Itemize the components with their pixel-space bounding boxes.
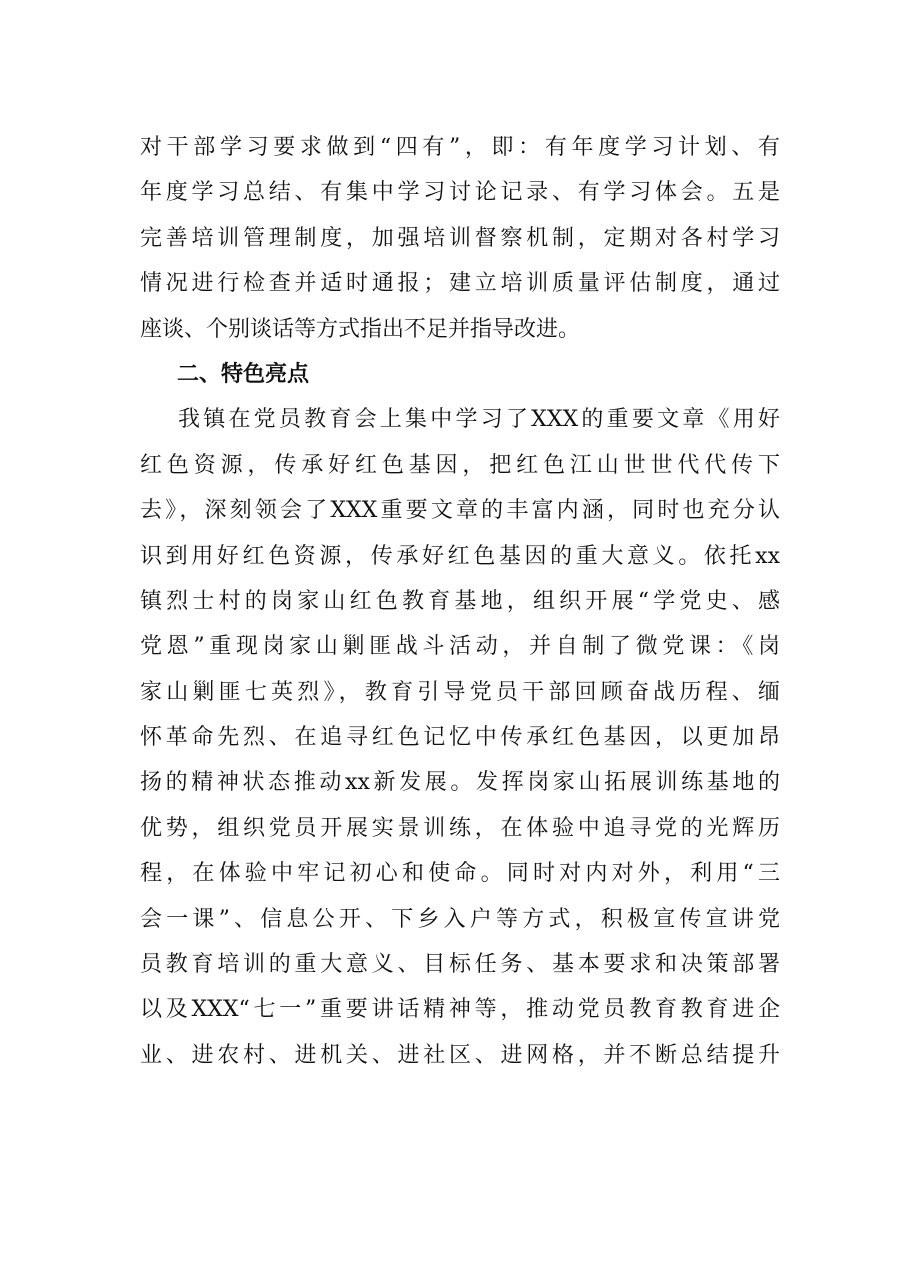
text-line: 员教育培训的重大意义、目标任务、基本要求和决策部署: [140, 952, 780, 978]
text-line: 怀革命先烈、在追寻红色记忆中传承红色基因，以更加昂: [140, 725, 780, 751]
text-line: 座谈、个别谈话等方式指出不足并指导改进。: [140, 316, 581, 342]
text-line: 完善培训管理制度，加强培训督察机制，定期对各村学习: [140, 225, 780, 251]
text-line: 党恩”重现岗家山剿匪战斗活动，并自制了微党课：《岗: [140, 634, 780, 660]
text-line: 我镇在党员教育会上集中学习了XXX的重要文章《用好: [178, 407, 780, 433]
text-line: 优势，组织党员开展实景训练，在体验中追寻党的光辉历: [140, 815, 780, 841]
text-line: 对干部学习要求做到“四有”，即：有年度学习计划、有: [140, 135, 780, 160]
text-line: 业、进农村、进机关、进社区、进网格，并不断总结提升: [140, 1042, 780, 1068]
document-body: [140, 125, 780, 1078]
text-line: 会一课”、信息公开、下乡入户等方式，积极宣传宣讲党: [140, 906, 780, 932]
text-line: 年度学习总结、有集中学习讨论记录、有学习体会。五是: [140, 180, 780, 206]
text-line: 镇烈士村的岗家山红色教育基地，组织开展“学党史、感: [140, 588, 780, 614]
text-line: 以及XXX“七一”重要讲话精神等，推动党员教育教育进企: [140, 997, 780, 1023]
text-line: 情况进行检查并适时通报；建立培训质量评估制度，通过: [140, 271, 780, 297]
section-heading: 二、特色亮点: [177, 361, 310, 387]
text-line: 去》，深刻领会了XXX重要文章的丰富内涵，同时也充分认: [140, 498, 780, 524]
text-line: 程，在体验中牢记初心和使命。同时对内对外，利用“三: [140, 861, 780, 887]
text-line: 扬的精神状态推动xx新发展。发挥岗家山拓展训练基地的: [140, 770, 780, 796]
text-line: 识到用好红色资源，传承好红色基因的重大意义。依托xx: [140, 543, 780, 569]
text-line: 家山剿匪七英烈》，教育引导党员干部回顾奋战历程、缅: [140, 679, 780, 705]
text-line: 红色资源，传承好红色基因，把红色江山世世代代传下: [140, 452, 780, 478]
